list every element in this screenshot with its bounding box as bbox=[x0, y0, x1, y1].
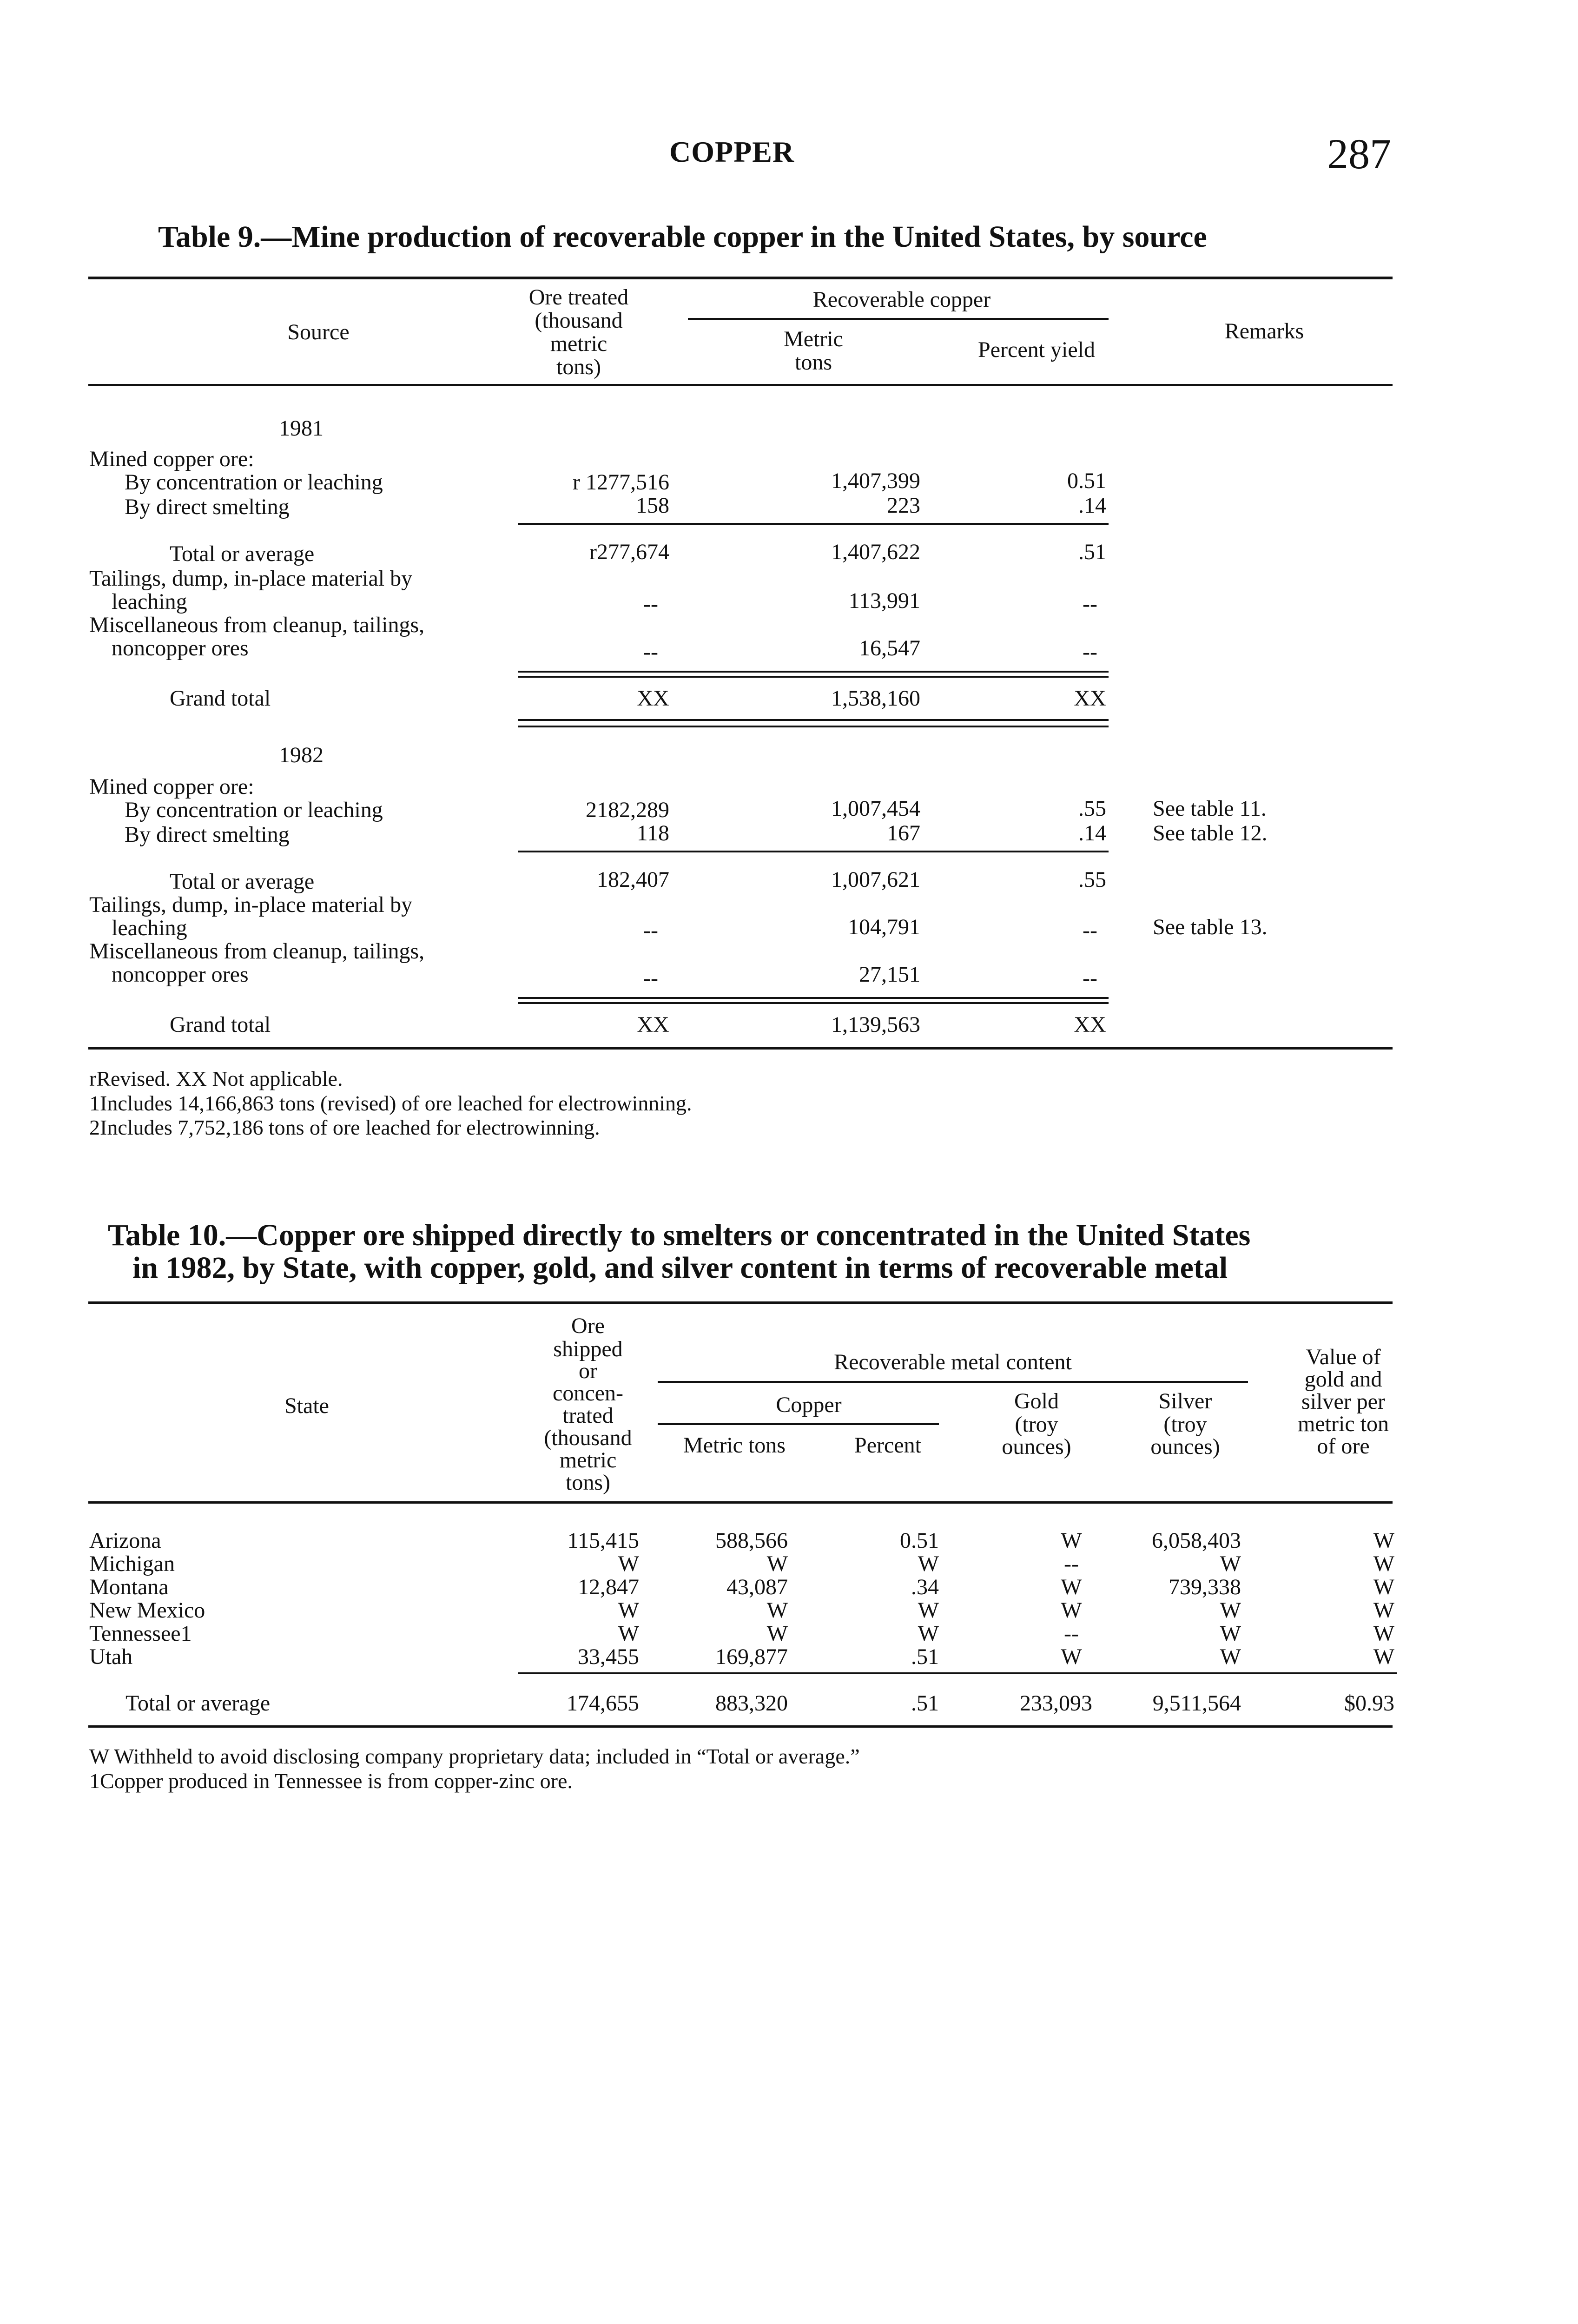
t10-h-ore: tons) bbox=[566, 1470, 610, 1495]
t10-sum-rule bbox=[518, 1672, 1397, 1674]
t9-grand-rule bbox=[518, 671, 1109, 673]
t10-cell: .34 bbox=[911, 1575, 939, 1599]
t10-h-gold: Gold bbox=[1014, 1389, 1059, 1413]
t10-cell: W bbox=[618, 1621, 639, 1646]
t10-cell: -- bbox=[1064, 1621, 1079, 1646]
t9-h-percent-yield: Percent yield bbox=[978, 337, 1095, 362]
t10-cell: W bbox=[1061, 1575, 1082, 1599]
t10-h-value: of ore bbox=[1317, 1434, 1370, 1459]
t9-year-1981: 1981 bbox=[279, 416, 324, 441]
t9-label: Total or average bbox=[170, 541, 315, 566]
t9-section-rule bbox=[518, 719, 1109, 721]
t9-cell: -- bbox=[643, 592, 658, 616]
t10-h-ore: (thousand bbox=[544, 1426, 632, 1450]
t9-cell: .14 bbox=[1078, 493, 1106, 518]
t9-cell: -- bbox=[643, 966, 658, 990]
t10-state: Arizona bbox=[89, 1528, 161, 1553]
table10-title: Table 10.—Copper ore shipped directly to smelters or concentrated in the United States bbox=[108, 1218, 1251, 1252]
t10-h-recoverable: Recoverable metal content bbox=[834, 1350, 1072, 1374]
table9-title: Table 9.—Mine production of recoverable copper in the United States, by source bbox=[158, 220, 1207, 254]
t10-footnote: W Withheld to avoid disclosing company proprietary data; included in “Total or average.” bbox=[89, 1744, 860, 1768]
t9-footnote: rRevised. XX Not applicable. bbox=[89, 1067, 343, 1090]
t9-sum-rule bbox=[518, 523, 1109, 525]
t9-cell: .51 bbox=[1078, 540, 1106, 564]
t9-h-metric: Metric bbox=[784, 327, 843, 351]
t10-cell: W bbox=[618, 1598, 639, 1623]
t10-cell: W bbox=[918, 1598, 939, 1623]
t9-label: By direct smelting bbox=[125, 822, 290, 847]
t9-sum-rule bbox=[518, 851, 1109, 852]
t9-footnote: 2Includes 7,752,186 tons of ore leached for electrowinning. bbox=[89, 1116, 600, 1139]
t9-year-1982: 1982 bbox=[279, 743, 324, 767]
t10-cell: 588,566 bbox=[715, 1528, 788, 1553]
t10-h-percent: Percent bbox=[854, 1433, 921, 1458]
t9-label: Tailings, dump, in-place material by bbox=[89, 566, 413, 591]
t10-footnote: 1Copper produced in Tennessee is from copper-zinc ore. bbox=[89, 1769, 573, 1793]
t9-cell: -- bbox=[1083, 640, 1097, 664]
t10-h-value: gold and bbox=[1304, 1367, 1382, 1392]
t9-cell: 1,139,563 bbox=[831, 1012, 920, 1037]
t9-h-remarks: Remarks bbox=[1224, 319, 1304, 343]
t9-cell: XX bbox=[1074, 1012, 1106, 1037]
t10-cell: W bbox=[1220, 1621, 1241, 1646]
t10-cell: W bbox=[1061, 1644, 1082, 1669]
t9-cell: XX bbox=[637, 1012, 669, 1037]
t9-label: noncopper ores bbox=[112, 962, 249, 987]
t9-h-source: Source bbox=[287, 320, 350, 344]
t10-cell: 12,847 bbox=[578, 1575, 639, 1599]
running-head: COPPER bbox=[669, 135, 795, 168]
t10-state: Utah bbox=[89, 1644, 133, 1669]
t10-total-cell: .51 bbox=[911, 1691, 939, 1716]
t9-cell: 1,007,454 bbox=[831, 796, 920, 821]
t9-cell: .55 bbox=[1078, 796, 1106, 821]
t10-h-value: silver per bbox=[1301, 1389, 1385, 1414]
t10-h-ore: concen- bbox=[553, 1381, 623, 1406]
t10-cell: 6,058,403 bbox=[1152, 1528, 1241, 1553]
t9-cell: 1,407,622 bbox=[831, 540, 920, 564]
t10-total-cell: 883,320 bbox=[715, 1691, 788, 1716]
t9-cell: 1,538,160 bbox=[831, 686, 920, 711]
table9-top-rule bbox=[88, 277, 1393, 279]
t10-cell: W bbox=[618, 1552, 639, 1576]
t9-grand-rule bbox=[518, 1002, 1109, 1004]
t10-h-span-rule bbox=[658, 1381, 1248, 1383]
t9-label: By direct smelting bbox=[125, 495, 290, 519]
t9-h-ore: tons) bbox=[556, 355, 601, 379]
t10-cell: W bbox=[1061, 1528, 1082, 1553]
t10-state: Tennessee1 bbox=[89, 1621, 192, 1646]
t9-cell: 27,151 bbox=[859, 962, 920, 987]
t9-grand-rule bbox=[518, 676, 1109, 678]
page-number: 287 bbox=[1327, 130, 1391, 178]
t9-h-ore: Ore treated bbox=[528, 285, 629, 310]
table10-header-rule bbox=[88, 1501, 1393, 1504]
t10-h-ore: metric bbox=[559, 1448, 617, 1472]
t10-cell: W bbox=[1220, 1598, 1241, 1623]
t10-h-copper-rule bbox=[658, 1423, 939, 1425]
t9-cell: -- bbox=[1083, 966, 1097, 990]
t9-h-recoverable: Recoverable copper bbox=[812, 287, 991, 312]
t10-cell: W bbox=[918, 1552, 939, 1576]
t9-cell: 223 bbox=[887, 493, 920, 518]
t9-h-ore: metric bbox=[550, 331, 607, 356]
t9-cell: 113,991 bbox=[848, 588, 920, 613]
t9-label: Miscellaneous from cleanup, tailings, bbox=[89, 939, 425, 964]
t9-cell: r 1277,516 bbox=[573, 470, 669, 495]
t9-label: Mined copper ore: bbox=[89, 774, 254, 799]
t10-cell: 115,415 bbox=[567, 1528, 639, 1553]
t9-cell: 104,791 bbox=[848, 915, 920, 939]
t9-label: leaching bbox=[112, 916, 187, 940]
t9-label: leaching bbox=[112, 589, 187, 614]
t10-state: Montana bbox=[89, 1575, 169, 1599]
t10-h-silver: Silver bbox=[1158, 1389, 1212, 1413]
table10-top-rule bbox=[88, 1301, 1393, 1304]
t9-h-metric: tons bbox=[794, 350, 832, 375]
t10-cell: 169,877 bbox=[715, 1644, 788, 1669]
table10-title: in 1982, by State, with copper, gold, and silver content in terms of recoverable metal bbox=[132, 1251, 1228, 1285]
t9-cell: XX bbox=[1074, 686, 1106, 711]
t10-cell: W bbox=[1061, 1598, 1082, 1623]
t9-cell: r277,674 bbox=[589, 540, 669, 564]
t9-cell: 167 bbox=[887, 821, 920, 845]
t10-h-ore: shipped bbox=[553, 1337, 623, 1361]
t10-h-metric-tons: Metric tons bbox=[683, 1433, 786, 1458]
t9-footnote: 1Includes 14,166,863 tons (revised) of ore leached for electrowinning. bbox=[89, 1091, 692, 1115]
t10-h-ore: trated bbox=[562, 1403, 614, 1428]
t9-cell: 1,007,621 bbox=[831, 867, 920, 892]
t9-label: Total or average bbox=[170, 869, 315, 894]
t10-cell: .51 bbox=[911, 1644, 939, 1669]
t10-cell: W bbox=[918, 1621, 939, 1646]
t9-label: Grand total bbox=[170, 1012, 271, 1037]
t10-cell: W bbox=[1220, 1644, 1241, 1669]
t9-h-span-rule bbox=[688, 318, 1109, 320]
t9-cell: -- bbox=[1083, 592, 1097, 616]
table9-bottom-rule bbox=[88, 1047, 1393, 1050]
t9-cell: -- bbox=[643, 640, 658, 664]
t9-cell: 2182,289 bbox=[586, 798, 669, 822]
t10-cell: W bbox=[1220, 1552, 1241, 1576]
t9-label: By concentration or leaching bbox=[125, 798, 383, 822]
t10-total-cell: $0.93 bbox=[1344, 1691, 1394, 1716]
t10-total-cell: 9,511,564 bbox=[1152, 1691, 1241, 1716]
t9-cell: -- bbox=[1083, 918, 1097, 943]
t10-h-state: State bbox=[284, 1393, 329, 1418]
t10-cell: 739,338 bbox=[1169, 1575, 1241, 1599]
t10-cell: W bbox=[1373, 1621, 1394, 1646]
t9-label: Mined copper ore: bbox=[89, 447, 254, 471]
t9-grand-rule bbox=[518, 997, 1109, 999]
t9-cell: 0.51 bbox=[1067, 469, 1106, 493]
t9-remark: See table 12. bbox=[1153, 821, 1268, 845]
t9-label: Miscellaneous from cleanup, tailings, bbox=[89, 613, 425, 637]
t9-cell: -- bbox=[643, 918, 658, 943]
t10-cell: W bbox=[1373, 1575, 1394, 1599]
t9-cell: 118 bbox=[636, 821, 669, 845]
t10-cell: W bbox=[1373, 1644, 1394, 1669]
t9-h-ore: (thousand bbox=[535, 308, 623, 333]
t10-cell: W bbox=[766, 1598, 788, 1623]
t10-h-gold: ounces) bbox=[1002, 1434, 1071, 1459]
t10-h-gold: (troy bbox=[1015, 1412, 1058, 1437]
t10-cell: W bbox=[1373, 1528, 1394, 1553]
t10-cell: -- bbox=[1064, 1552, 1079, 1576]
t10-h-silver: (troy bbox=[1163, 1412, 1207, 1437]
t9-cell: 182,407 bbox=[597, 867, 669, 892]
t10-h-silver: ounces) bbox=[1150, 1434, 1220, 1459]
t9-label: By concentration or leaching bbox=[125, 470, 383, 495]
t9-cell: .14 bbox=[1078, 821, 1106, 845]
table10-bottom-rule bbox=[88, 1725, 1393, 1728]
t10-state: New Mexico bbox=[89, 1598, 205, 1623]
t9-label: Grand total bbox=[170, 686, 271, 711]
t9-cell: XX bbox=[637, 686, 669, 711]
t10-cell: W bbox=[766, 1552, 788, 1576]
t10-state: Michigan bbox=[89, 1552, 175, 1576]
t10-total-cell: 233,093 bbox=[1020, 1691, 1092, 1716]
t10-cell: W bbox=[1373, 1598, 1394, 1623]
t10-h-value: Value of bbox=[1306, 1345, 1381, 1369]
table9-header-rule bbox=[88, 384, 1393, 386]
t10-cell: W bbox=[1373, 1552, 1394, 1576]
t9-cell: .55 bbox=[1078, 867, 1106, 892]
t10-h-value: metric ton bbox=[1298, 1412, 1389, 1436]
t9-label: Tailings, dump, in-place material by bbox=[89, 892, 413, 917]
t9-section-rule bbox=[518, 726, 1109, 727]
t9-cell: 158 bbox=[636, 493, 669, 518]
t10-h-ore: or bbox=[579, 1359, 597, 1383]
t10-total-cell: 174,655 bbox=[567, 1691, 639, 1716]
t10-cell: 0.51 bbox=[900, 1528, 939, 1553]
t9-cell: 16,547 bbox=[859, 636, 920, 660]
t9-label: noncopper ores bbox=[112, 636, 249, 660]
t10-cell: 33,455 bbox=[578, 1644, 639, 1669]
t10-h-ore: Ore bbox=[571, 1314, 605, 1338]
t10-cell: W bbox=[766, 1621, 788, 1646]
t10-cell: 43,087 bbox=[726, 1575, 788, 1599]
t9-remark: See table 11. bbox=[1153, 796, 1267, 821]
t9-cell: 1,407,399 bbox=[831, 469, 920, 493]
t10-total-label: Total or average bbox=[125, 1691, 271, 1716]
t9-remark: See table 13. bbox=[1153, 915, 1268, 939]
t10-h-copper: Copper bbox=[776, 1393, 842, 1417]
